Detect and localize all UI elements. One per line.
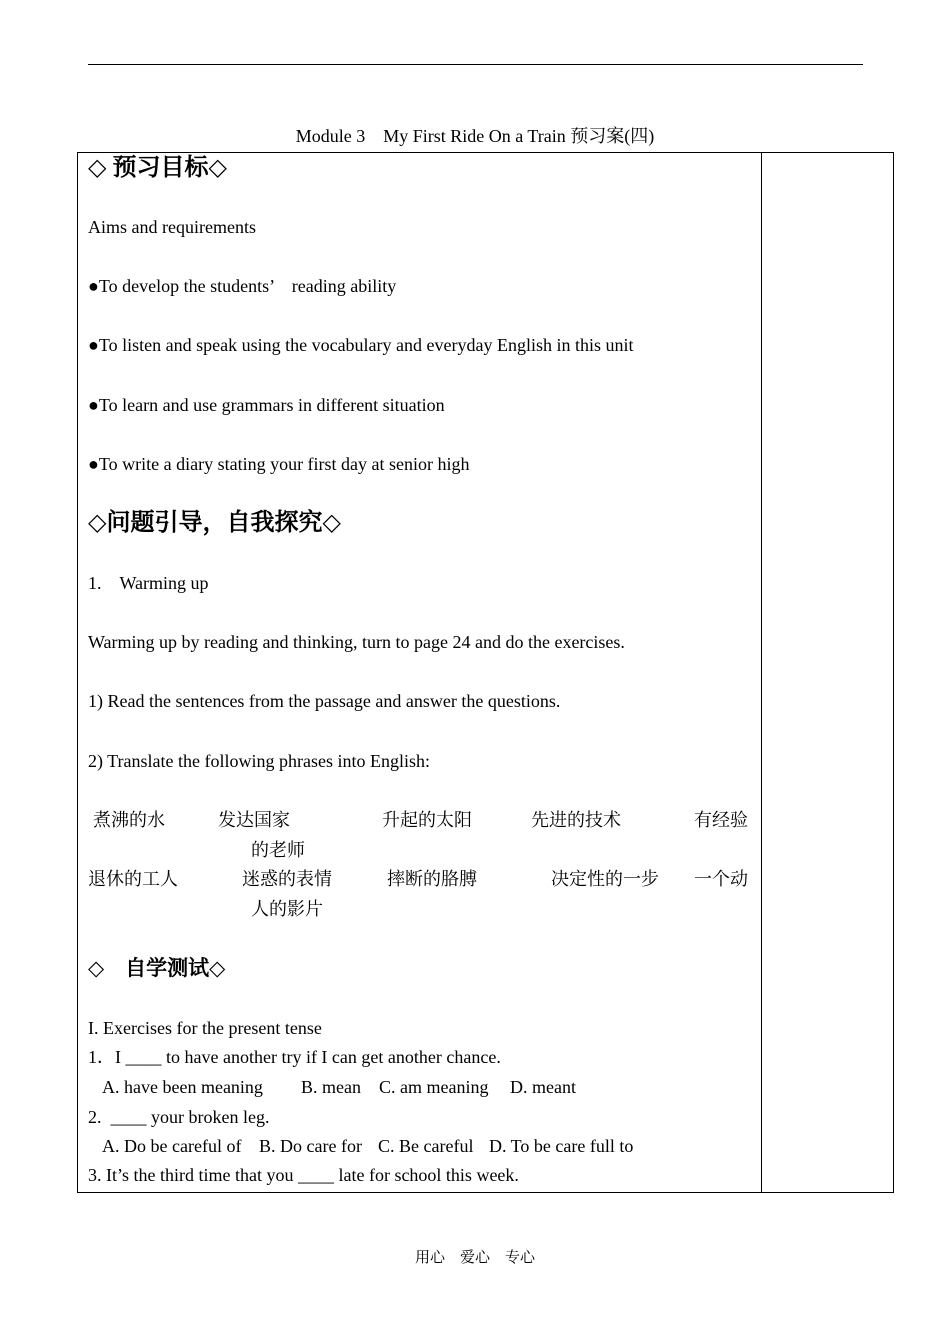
warming-up-instruction: Warming up by reading and thinking, turn to page 24 and do the exercises.: [88, 632, 625, 652]
question-stem: 3. It’s the third time that you ____ late for school this week.: [88, 1165, 519, 1185]
phrase-item: 迷惑的表情: [242, 869, 332, 889]
inquiry-heading: ◇问题引导，自我探究◇: [88, 510, 341, 536]
option-a: A. have been meaning: [102, 1077, 263, 1097]
option-d: D. To be care full to: [489, 1136, 634, 1156]
notes-cell: [762, 153, 893, 1192]
phrase-item: 摔断的胳膊: [387, 869, 477, 889]
question-stem: 1．I ____ to have another try if I can get another chance.: [88, 1047, 501, 1067]
option-b: B. mean: [301, 1077, 361, 1097]
aim-item: ●To develop the students’ reading ability: [88, 276, 397, 296]
self-test-heading: ◇ 自学测试◇: [88, 956, 226, 980]
header-rule: [88, 64, 863, 65]
phrase-item: 发达国家: [218, 810, 290, 830]
aims-heading: ◇ 预习目标◇: [88, 155, 227, 181]
phrase-item: 决定性的一步: [551, 869, 659, 889]
option-d: D. meant: [510, 1077, 576, 1097]
phrase-item: 一个动: [694, 869, 748, 889]
page-footer: 用心 爱心 专心: [414, 1250, 535, 1266]
task-translate: 2) Translate the following phrases into English:: [88, 751, 430, 771]
aims-subtitle: Aims and requirements: [88, 217, 256, 237]
option-c: C. Be careful: [378, 1136, 474, 1156]
aim-item: ●To write a diary stating your first day at senior high: [88, 454, 470, 474]
phrase-wrap: 的老师: [251, 840, 305, 860]
phrase-item: 有经验: [694, 810, 748, 830]
phrase-item: 退休的工人: [88, 869, 178, 889]
phrase-item: 升起的太阳: [382, 810, 472, 830]
option-b: B. Do care for: [259, 1136, 362, 1156]
page-title: Module 3 My First Ride On a Train 预习案(四): [295, 126, 655, 146]
aim-item: ●To learn and use grammars in different situation: [88, 395, 445, 415]
task-read: 1) Read the sentences from the passage and answer the questions.: [88, 691, 561, 711]
exercise-title: I. Exercises for the present tense: [88, 1018, 322, 1038]
question-stem: 2. ____ your broken leg.: [88, 1107, 270, 1127]
option-c: C. am meaning: [379, 1077, 489, 1097]
phrase-item: 先进的技术: [531, 810, 621, 830]
phrase-wrap: 人的影片: [251, 899, 323, 919]
aim-item: ●To listen and speak using the vocabulary and everyday English in this unit: [88, 335, 634, 355]
warming-up-title: 1. Warming up: [88, 573, 209, 593]
option-a: A. Do be careful of: [102, 1136, 242, 1156]
phrase-item: 煮沸的水: [93, 810, 165, 830]
